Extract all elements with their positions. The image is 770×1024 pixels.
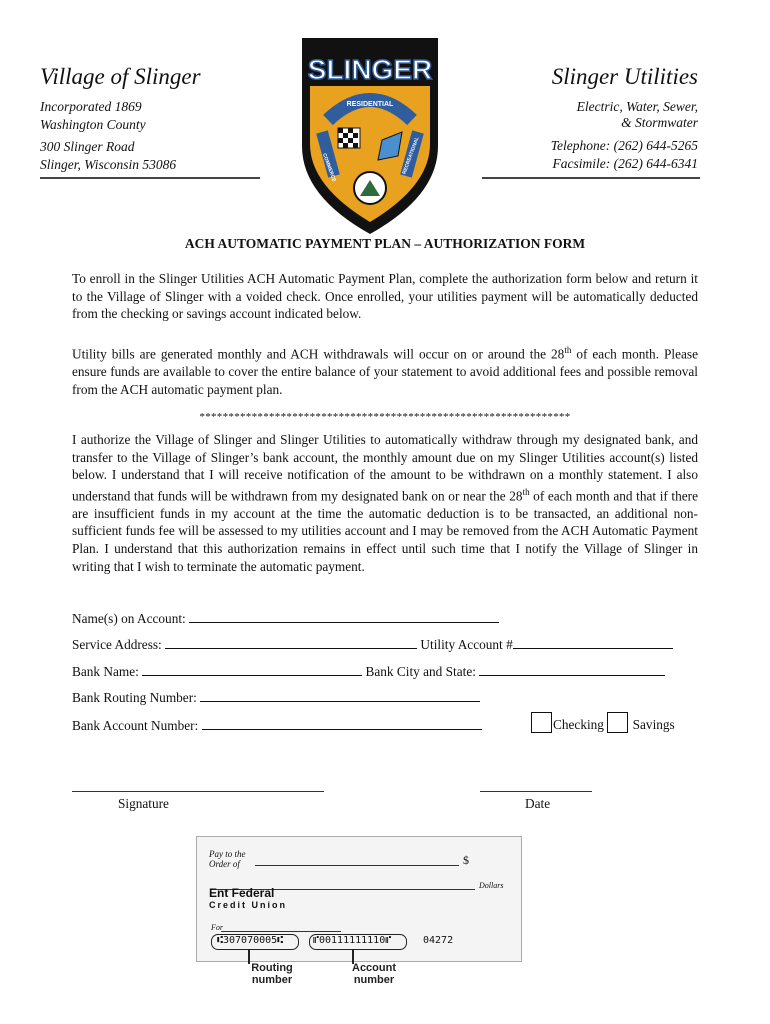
checking-checkbox[interactable] xyxy=(531,712,552,733)
savings-checkbox[interactable] xyxy=(607,712,628,733)
routing-number-label: Bank Routing Number: xyxy=(72,690,197,705)
names-on-account-label: Name(s) on Account: xyxy=(72,611,186,626)
signature-line[interactable] xyxy=(72,791,324,792)
routing-caption-2: number xyxy=(251,974,293,986)
check-for-label: For xyxy=(211,923,223,932)
authorization-text-a: I authorize the Village of Slinger and Slinger Utilities to automatically withdraw through my designated bank, and transfer to the Village of Slinger’s bank account, the monthly amount due on my Slinger Utilities account(s) listed below. I understand that I will receive notification of the amount to be withdrawn on a monthly statement. I also understand that funds will be withdrawn from my designated bank on or near the 28 xyxy=(72,432,698,504)
slinger-seal-logo xyxy=(298,36,442,236)
account-number-field[interactable] xyxy=(202,717,482,730)
sample-check-image xyxy=(196,836,522,962)
account-caption xyxy=(344,962,404,986)
check-bank-name-1: Ent Federal xyxy=(209,886,275,900)
billing-text-b: of each month. Please ensure funds are available to cover the entire balance of your statement to avoid additional fees and possible removal from the ACH automatic payment plan. xyxy=(72,346,698,397)
village-street: 300 Slinger Road xyxy=(40,139,135,154)
bank-name-label: Bank Name: xyxy=(72,664,139,679)
check-bank-name-2: Credit Union xyxy=(209,900,287,910)
asterisk-separator: **************************************************************** xyxy=(199,411,571,423)
bank-city-state-label: Bank City and State: xyxy=(365,664,476,679)
account-caption-1: Account xyxy=(352,962,396,974)
authorization-paragraph xyxy=(72,431,698,575)
check-pay-to-line2: Order of xyxy=(209,859,240,869)
utility-account-label: Utility Account # xyxy=(420,637,513,652)
utilities-telephone: Telephone: (262) 644-5265 xyxy=(550,138,698,153)
bank-city-state-field[interactable] xyxy=(479,663,665,676)
names-on-account-row xyxy=(72,610,499,627)
authorization-text-b: of each month and that if there are insufficient funds in my account at the time the automatic deduction is to be transacted, an additional non-sufficient funds fee will be assessed to my utilities account and I may be removed from the ACH Automatic Payment Plan. I understand that this authorization remains in effect until such time that I notify the Village of Slinger in writing that I wish to terminate the automatic payment. xyxy=(72,488,698,574)
village-incorporated: Incorporated 1869 xyxy=(40,99,142,114)
date-label: Date xyxy=(525,796,551,811)
savings-label: Savings xyxy=(632,717,675,732)
checking-label: Checking xyxy=(553,717,604,732)
names-on-account-field[interactable] xyxy=(189,610,499,623)
account-type-row xyxy=(531,712,675,733)
seal-banner-text: SLINGER xyxy=(307,54,433,85)
village-city: Slinger, Wisconsin 53086 xyxy=(40,157,177,172)
account-caption-2: number xyxy=(353,974,395,986)
service-address-row xyxy=(72,636,673,653)
date-line[interactable] xyxy=(480,791,592,792)
form-title: ACH AUTOMATIC PAYMENT PLAN – AUTHORIZATION FORM xyxy=(184,236,586,251)
village-title: Village of Slinger xyxy=(40,64,201,89)
account-number-row xyxy=(72,717,482,734)
bank-name-row xyxy=(72,663,665,680)
routing-number-field[interactable] xyxy=(200,689,480,702)
service-address-label: Service Address: xyxy=(72,637,162,652)
check-bank-name xyxy=(209,887,287,911)
right-header-rule xyxy=(482,177,700,179)
utilities-fax: Facsimile: (262) 644-6341 xyxy=(552,156,698,171)
signature-label: Signature xyxy=(118,796,169,811)
enroll-paragraph: To enroll in the Slinger Utilities ACH Automatic Payment Plan, complete the authorization form below and return it to the Village of Slinger with a voided check. Once enrolled, your utilities payment will be automatically deducted from the checking or savings account indicated below. xyxy=(72,271,698,322)
utilities-title: Slinger Utilities xyxy=(551,64,698,89)
utilities-services: Electric, Water, Sewer, xyxy=(576,99,698,114)
billing-superscript: th xyxy=(564,345,572,355)
check-routing-digits: ⑆307070005⑆ xyxy=(217,935,284,946)
account-number-label: Bank Account Number: xyxy=(72,718,199,733)
check-dollar-sign: $ xyxy=(463,853,469,867)
check-memo-line xyxy=(221,931,341,932)
seal-right-ribbon: RECREATIONAL xyxy=(401,136,421,176)
service-address-field[interactable] xyxy=(165,636,417,649)
check-pay-to-line1: Pay to the xyxy=(209,849,246,859)
bank-name-field[interactable] xyxy=(142,663,362,676)
billing-paragraph xyxy=(72,342,698,398)
check-account-digits: ⑈00111111110⑈ xyxy=(313,935,392,946)
seal-left-ribbon: COMMERCE xyxy=(321,152,337,183)
check-payee-line xyxy=(255,865,459,866)
check-pay-to xyxy=(209,849,246,869)
billing-text-a: Utility bills are generated monthly and ACH withdrawals will occur on or around the 28 xyxy=(72,346,565,362)
seal-arc-text: RESIDENTIAL xyxy=(346,101,394,108)
utility-account-field[interactable] xyxy=(513,636,673,649)
village-county: Washington County xyxy=(40,117,146,132)
routing-caption xyxy=(244,962,300,986)
check-dollars-label: Dollars xyxy=(479,881,504,890)
routing-caption-1: Routing xyxy=(251,962,293,974)
left-header-rule xyxy=(40,177,260,179)
authorization-superscript: th xyxy=(522,486,530,497)
routing-row xyxy=(72,689,480,706)
check-number: 04272 xyxy=(423,935,454,946)
utilities-stormwater: & Stormwater xyxy=(621,115,698,130)
